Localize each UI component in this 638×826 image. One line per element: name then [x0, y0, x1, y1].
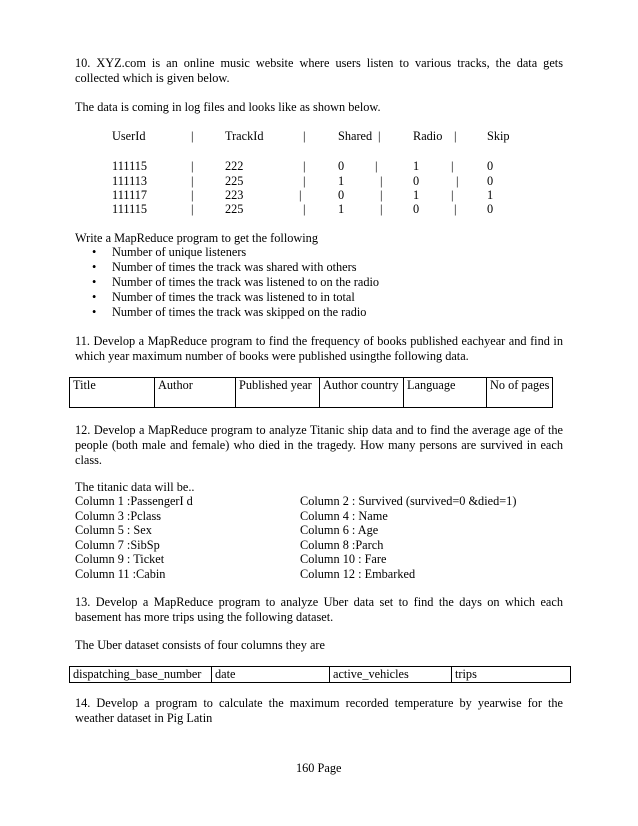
- titanic-column: Column 5 : Sex: [75, 523, 152, 537]
- log-sep: |: [380, 174, 383, 188]
- list-item-text: Number of unique listeners: [112, 245, 247, 259]
- log-cell: 111117: [112, 188, 148, 202]
- log-cell: 1: [338, 174, 345, 188]
- q10-task: Write a MapReduce program to get the following: [75, 231, 318, 245]
- log-sep: |: [191, 159, 194, 173]
- log-cell: 0: [413, 174, 420, 188]
- uber-col-base-number: dispatching_base_number: [70, 667, 212, 683]
- titanic-column: Column 12 : Embarked: [300, 567, 416, 581]
- books-table: [69, 377, 553, 408]
- books-col-author: Author: [155, 378, 236, 408]
- q11-text: 11. Develop a MapReduce program to find the frequency of books published eachyear and find in which year maximum number of books were published usingthe following data.: [75, 334, 563, 363]
- books-col-published-year: Published year: [236, 378, 320, 408]
- log-cell: 225: [225, 174, 244, 188]
- q14-text: 14. Develop a program to calculate the maximum recorded temperature by yearwise for the weather dataset in Pig Latin: [75, 696, 563, 725]
- uber-col-date: date: [212, 667, 330, 683]
- q13-dataset-note: The Uber dataset consists of four columns they are: [75, 638, 325, 652]
- q13-text: 13. Develop a MapReduce program to analyze Uber data set to find the days on which each basement has more trips using the following dataset.: [75, 595, 563, 624]
- list-item-text: Number of times the track was skipped on the radio: [112, 305, 367, 319]
- page-number: 160 Page: [296, 761, 342, 775]
- books-col-title: Title: [70, 378, 155, 408]
- log-sep: |: [380, 202, 383, 216]
- titanic-column: Column 8 :Parch: [300, 538, 384, 552]
- books-col-pages: No of pages: [487, 378, 553, 408]
- log-sep: |: [303, 159, 306, 173]
- log-sep: |: [454, 202, 457, 216]
- bullet-icon: •: [92, 260, 97, 274]
- log-sep: |: [191, 129, 194, 143]
- titanic-column: Column 6 : Age: [300, 523, 379, 537]
- log-header-userid: UserId: [112, 129, 146, 143]
- log-sep: |: [451, 188, 454, 202]
- list-item-text: Number of times the track was listened to on the radio: [112, 275, 380, 289]
- log-cell: 1: [487, 188, 494, 202]
- log-header-trackid: TrackId: [225, 129, 264, 143]
- uber-table: [69, 666, 571, 683]
- log-sep: |: [454, 129, 457, 143]
- log-sep: |: [456, 174, 459, 188]
- log-header-radio: Radio: [413, 129, 443, 143]
- titanic-column: Column 3 :Pclass: [75, 509, 162, 523]
- log-cell: 111113: [112, 174, 148, 188]
- books-col-language: Language: [404, 378, 487, 408]
- q10-intro: 10. XYZ.com is an online music website where users listen to various tracks, the data gets collected which is given below.: [75, 56, 563, 85]
- titanic-column: Column 1 :PassengerI d: [75, 494, 193, 508]
- books-col-author-country: Author country: [320, 378, 404, 408]
- uber-col-active-vehicles: active_vehicles: [330, 667, 452, 683]
- titanic-column: Column 7 :SibSp: [75, 538, 160, 552]
- log-sep: |: [303, 202, 306, 216]
- q12-text: 12. Develop a MapReduce program to analyze Titanic ship data and to find the average age of the people (both male and female) who died in the tragedy. How many persons are survived in each class.: [75, 423, 563, 467]
- log-cell: 0: [487, 159, 494, 173]
- bullet-icon: •: [92, 275, 97, 289]
- log-cell: 1: [413, 159, 420, 173]
- list-item-text: Number of times the track was shared with others: [112, 260, 357, 274]
- log-sep: |: [380, 188, 383, 202]
- log-sep: |: [299, 188, 302, 202]
- titanic-column: Column 11 :Cabin: [75, 567, 166, 581]
- log-sep: |: [303, 174, 306, 188]
- log-sep: |: [378, 129, 381, 143]
- log-sep: |: [191, 188, 194, 202]
- bullet-icon: •: [92, 245, 97, 259]
- log-cell: 0: [487, 174, 494, 188]
- log-header-skip: Skip: [487, 129, 510, 143]
- log-sep: |: [303, 129, 306, 143]
- log-cell: 223: [225, 188, 244, 202]
- bullet-icon: •: [92, 305, 97, 319]
- log-sep: |: [191, 202, 194, 216]
- log-cell: 0: [413, 202, 420, 216]
- titanic-column: Column 10 : Fare: [300, 552, 387, 566]
- log-cell: 225: [225, 202, 244, 216]
- log-cell: 1: [413, 188, 420, 202]
- log-sep: |: [191, 174, 194, 188]
- log-cell: 1: [338, 202, 345, 216]
- titanic-column: Column 2 : Survived (survived=0 &died=1): [300, 494, 517, 508]
- uber-col-trips: trips: [452, 667, 571, 683]
- q12-data-label: The titanic data will be..: [75, 480, 195, 494]
- log-cell: 222: [225, 159, 244, 173]
- titanic-column: Column 4 : Name: [300, 509, 388, 523]
- log-sep: |: [451, 159, 454, 173]
- log-cell: 111115: [112, 202, 148, 216]
- log-header-shared: Shared: [338, 129, 373, 143]
- log-cell: 0: [487, 202, 494, 216]
- titanic-column: Column 9 : Ticket: [75, 552, 165, 566]
- list-item-text: Number of times the track was listened to in total: [112, 290, 355, 304]
- log-cell: 0: [338, 159, 345, 173]
- log-sep: |: [375, 159, 378, 173]
- log-cell: 111115: [112, 159, 148, 173]
- log-cell: 0: [338, 188, 345, 202]
- q10-log-note: The data is coming in log files and looks like as shown below.: [75, 100, 381, 114]
- bullet-icon: •: [92, 290, 97, 304]
